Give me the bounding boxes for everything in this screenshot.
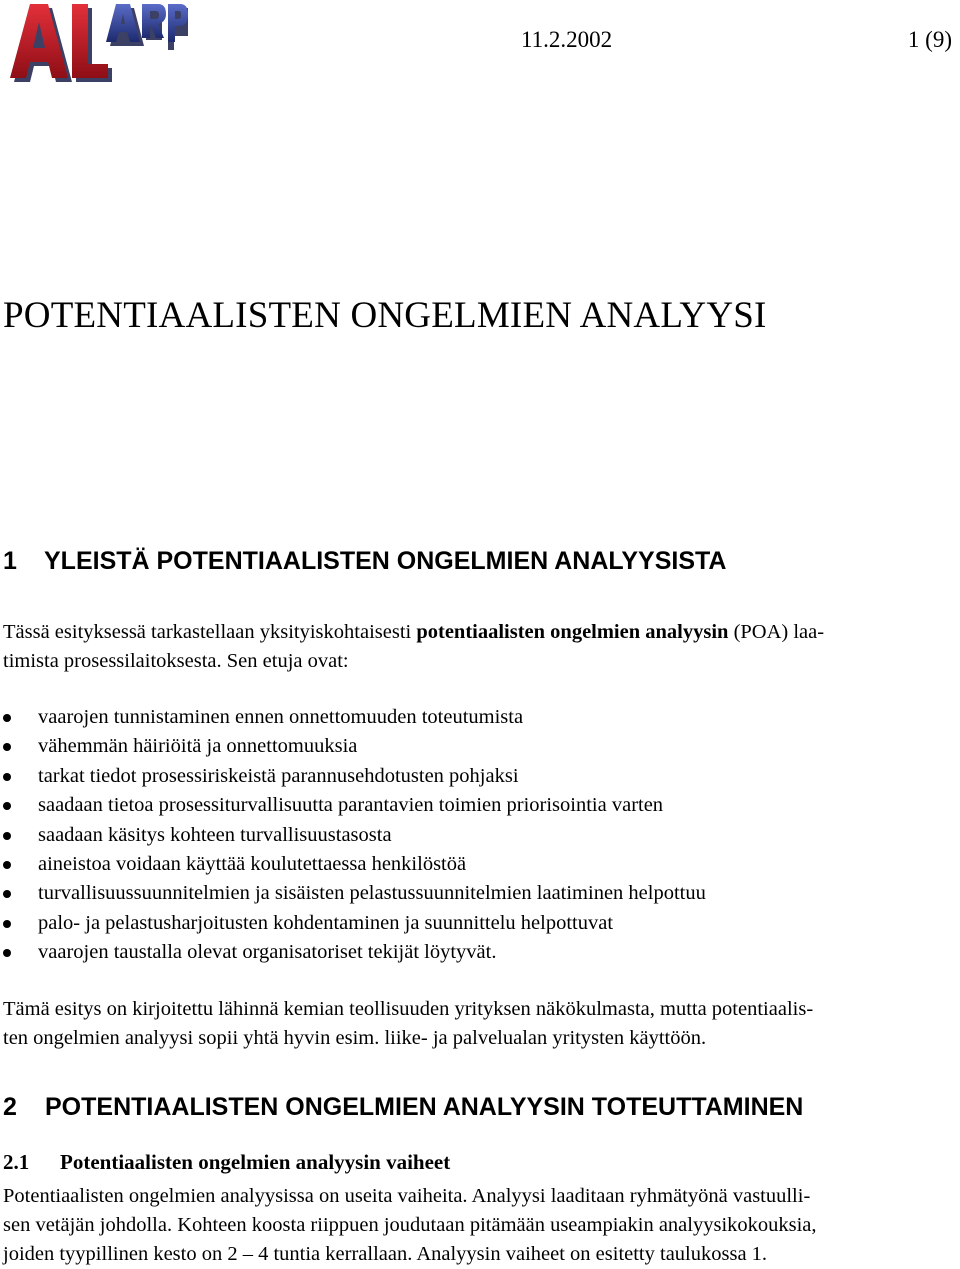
section-1-title: YLEISTÄ POTENTIAALISTEN ONGELMIEN ANALYYSISTA bbox=[44, 547, 727, 575]
bullet-icon bbox=[3, 773, 11, 781]
list-item bbox=[0, 879, 706, 908]
bullet-icon bbox=[3, 743, 11, 751]
list-item-text: tarkat tiedot prosessiriskeistä parannusehdotusten pohjaksi bbox=[38, 764, 519, 787]
bullet-icon bbox=[3, 861, 11, 869]
bullet-icon bbox=[3, 949, 11, 957]
closing-line-2: ten ongelmien analyysi sopii yhtä hyvin esim. liike- ja palvelualan yritysten käyttöön. bbox=[3, 1027, 707, 1049]
list-item-text: vaarojen taustalla olevat organisatoriset tekijät löytyvät. bbox=[38, 941, 497, 964]
intro-line-2: timista prosessilaitoksesta. Sen etuja ovat: bbox=[3, 650, 349, 672]
bullet-icon bbox=[3, 890, 11, 898]
list-item-text: vähemmän häiriöitä ja onnettomuuksia bbox=[38, 735, 358, 758]
bullet-icon bbox=[3, 832, 11, 840]
list-item bbox=[0, 762, 706, 791]
subsection-2-1-number: 2.1 bbox=[3, 1150, 30, 1174]
subsection-line-1: Potentiaalisten ongelmien analyysissa on useita vaiheita. Analyysi laaditaan ryhmätyönä vastuulli- bbox=[3, 1185, 811, 1207]
list-item-text: turvallisuussuunnitelmien ja sisäisten pelastussuunnitelmien laatiminen helpottuu bbox=[38, 882, 706, 905]
list-item bbox=[0, 732, 706, 761]
page-number: 1 (9) bbox=[907, 27, 952, 52]
list-item bbox=[0, 703, 706, 732]
list-item bbox=[0, 821, 706, 850]
list-item-text: palo- ja pelastusharjoitusten kohdentaminen ja suunnittelu helpottuvat bbox=[38, 911, 614, 934]
header-date: 11.2.2002 bbox=[521, 27, 613, 52]
intro-line-1 bbox=[3, 618, 953, 647]
list-item bbox=[0, 938, 706, 967]
section-2-heading bbox=[3, 1090, 803, 1124]
intro-text-start: Tässä esityksessä tarkastellaan yksityiskohtaisesti bbox=[3, 621, 417, 643]
document-title: POTENTIAALISTEN ONGELMIEN ANALYYSI bbox=[3, 295, 767, 336]
benefits-list bbox=[0, 703, 706, 968]
intro-paragraph bbox=[3, 618, 953, 676]
list-item bbox=[0, 850, 706, 879]
list-item-text: vaarojen tunnistaminen ennen onnettomuuden toteutumista bbox=[38, 706, 524, 728]
bullet-icon bbox=[3, 802, 11, 810]
subsection-line-3: joiden tyypillinen kesto on 2 – 4 tuntia kerrallaan. Analyysin vaiheet on esitetty taulukossa 1. bbox=[3, 1243, 768, 1265]
section-2-number: 2 bbox=[3, 1093, 17, 1121]
closing-paragraph bbox=[3, 995, 953, 1053]
subsection-2-1-title: Potentiaalisten ongelmien analyysin vaiheet bbox=[60, 1150, 451, 1174]
bullet-icon bbox=[3, 920, 11, 928]
bullet-icon bbox=[3, 714, 11, 722]
intro-text-end: (POA) laa- bbox=[728, 621, 825, 643]
intro-emphasis: potentiaalisten ongelmien analyysin bbox=[416, 621, 729, 643]
section-1-heading bbox=[3, 544, 726, 578]
section-2-title: POTENTIAALISTEN ONGELMIEN ANALYYSIN TOTEUTTAMINEN bbox=[45, 1093, 804, 1121]
list-item-text: saadaan tietoa prosessiturvallisuutta parantavien toimien priorisointia varten bbox=[38, 794, 664, 817]
closing-line-1: Tämä esitys on kirjoitettu lähinnä kemian teollisuuden yrityksen näkökulmasta, mutta potentiaalis- bbox=[3, 998, 814, 1020]
subsection-paragraph bbox=[3, 1182, 953, 1269]
alarp-logo bbox=[8, 2, 190, 84]
list-item bbox=[0, 791, 706, 820]
subsection-2-1-heading bbox=[3, 1147, 450, 1177]
section-1-number: 1 bbox=[3, 547, 17, 575]
list-item-text: aineistoa voidaan käyttää koulutettaessa henkilöstöä bbox=[38, 853, 467, 876]
subsection-line-2: sen vetäjän johdolla. Kohteen koosta riippuen joudutaan pitämään useampiakin analyysikokouksia, bbox=[3, 1214, 817, 1236]
list-item bbox=[0, 909, 706, 938]
list-item-text: saadaan käsitys kohteen turvallisuustasosta bbox=[38, 823, 392, 846]
